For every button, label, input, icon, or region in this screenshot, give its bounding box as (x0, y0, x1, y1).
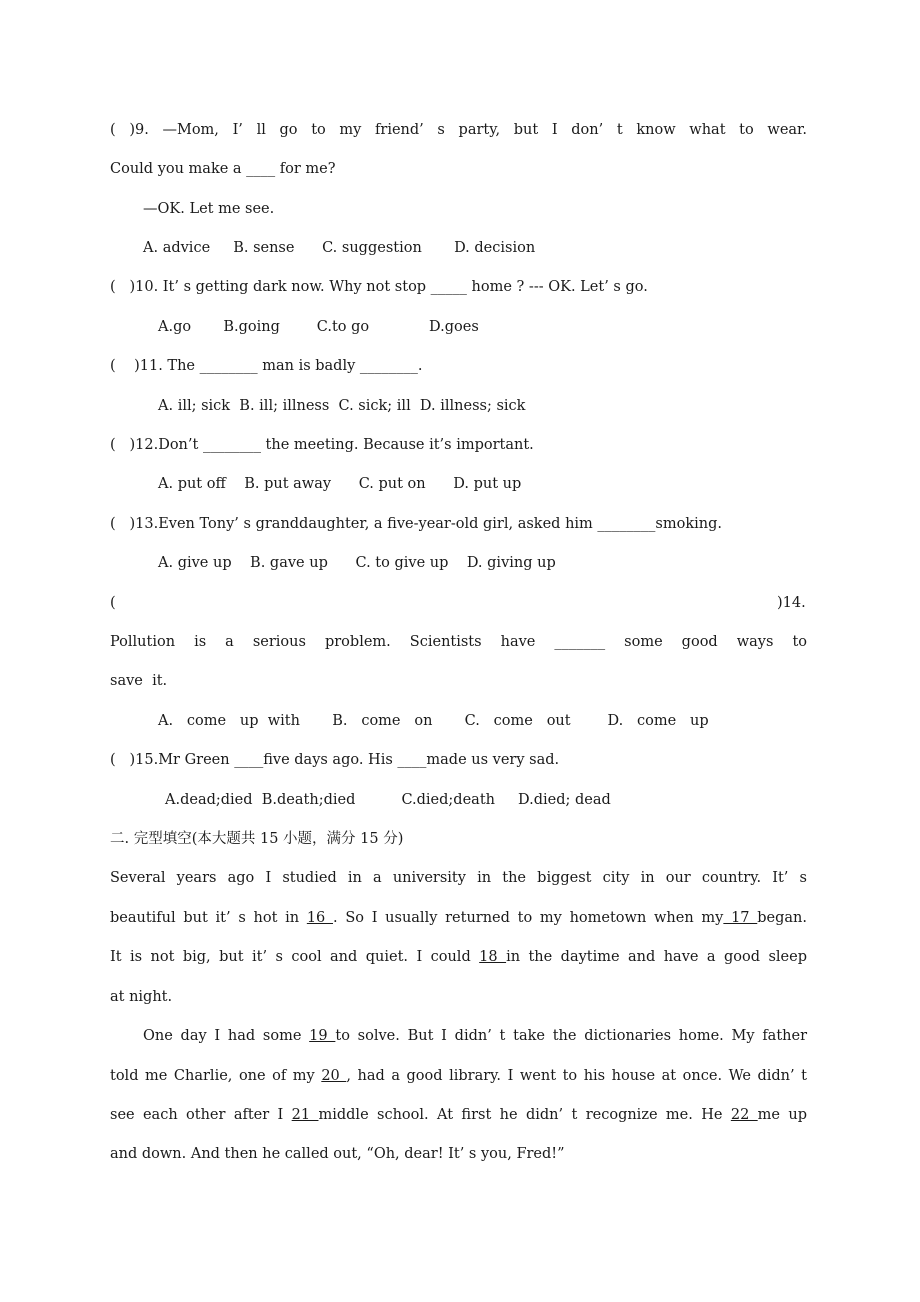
q14-line2: Pollution is a serious problem. Scientists have _______ some good ways to (110, 634, 807, 650)
passage-p1-line2 (110, 908, 807, 928)
passage-p2-line2 (110, 1066, 807, 1086)
q14-options: A. come up with B. come on C. come out D. come up (158, 713, 709, 729)
blank-19: 19 (309, 1028, 336, 1044)
q15-stem: ( )15.Mr Green ____five days ago. His ____made us very sad. (110, 752, 560, 768)
section-heading: 二. 完型填空(本大题共 15 小题，满分 15 分) (110, 831, 404, 847)
q13-stem: ( )13.Even Tony’ s granddaughter, a five-year-old girl, asked him ________smoking. (110, 516, 722, 532)
text-segment: One day I had some (143, 1028, 310, 1044)
passage-p1-line1: Several years ago I studied in a university in the biggest city in our country. It’ s (110, 870, 807, 886)
q12-options: A. put off B. put away C. put on D. put up (158, 476, 522, 492)
text-segment: began. (757, 910, 808, 926)
text-segment: beautiful but it’ s hot in (110, 910, 307, 926)
q9-reply: —OK. Let me see. (143, 201, 275, 217)
q11-stem: ( )11. The ________ man is badly ________. (110, 358, 423, 374)
blank-18: 18 (479, 949, 507, 965)
q14-paren: ( (110, 595, 116, 611)
text-segment: , had a good library. I went to his house at once. We didn’ t (346, 1068, 808, 1084)
text-segment: in the daytime and have a good sleep (506, 949, 807, 965)
q10-options: A.go B.going C.to go D.goes (158, 319, 479, 335)
q12-stem: ( )12.Don’t ________ the meeting. Because it’s important. (110, 437, 534, 453)
blank-17: 17 (723, 910, 758, 926)
passage-p2-line3 (110, 1105, 807, 1125)
q14-line3: save it. (110, 673, 168, 689)
text-segment: . So I usually returned to my hometown when my (333, 910, 724, 926)
blank-16: 16 (306, 910, 333, 926)
text-segment: middle school. At first he didn’ t recognize me. He (318, 1107, 731, 1123)
text-segment: see each other after I (110, 1107, 292, 1123)
q11-options: A. ill; sick B. ill; illness C. sick; ill D. illness; sick (158, 398, 526, 414)
q14-number: )14. (777, 595, 806, 611)
blank-21: 21 (291, 1107, 319, 1123)
passage-p2-line4: and down. And then he called out, “Oh, dear! It’ s you, Fred!” (110, 1146, 565, 1162)
passage-p1-line4: at night. (110, 989, 173, 1005)
passage-p1-line3 (110, 947, 807, 967)
blank-20: 20 (321, 1068, 347, 1084)
text-segment: to solve. But I didn’ t take the dictionaries home. My father (335, 1028, 808, 1044)
text-segment: It is not big, but it’ s cool and quiet. I could (110, 949, 480, 965)
text-segment: me up (757, 1107, 807, 1123)
passage-p2-line1 (143, 1026, 807, 1046)
text-segment: told me Charlie, one of my (110, 1068, 322, 1084)
q9-options: A. advice B. sense C. suggestion D. decision (143, 240, 536, 256)
q10-stem: ( )10. It’ s getting dark now. Why not stop _____ home ? --- OK. Let’ s go. (110, 279, 648, 295)
blank-22: 22 (730, 1107, 758, 1123)
q15-options: A.dead;died B.death;died C.died;death D.died; dead (165, 792, 611, 808)
q9-line1: ( )9. —Mom, I’ ll go to my friend’ s party, but I don’ t know what to wear. (110, 122, 807, 138)
q9-line2: Could you make a ____ for me? (110, 161, 336, 177)
q13-options: A. give up B. gave up C. to give up D. giving up (158, 555, 556, 571)
